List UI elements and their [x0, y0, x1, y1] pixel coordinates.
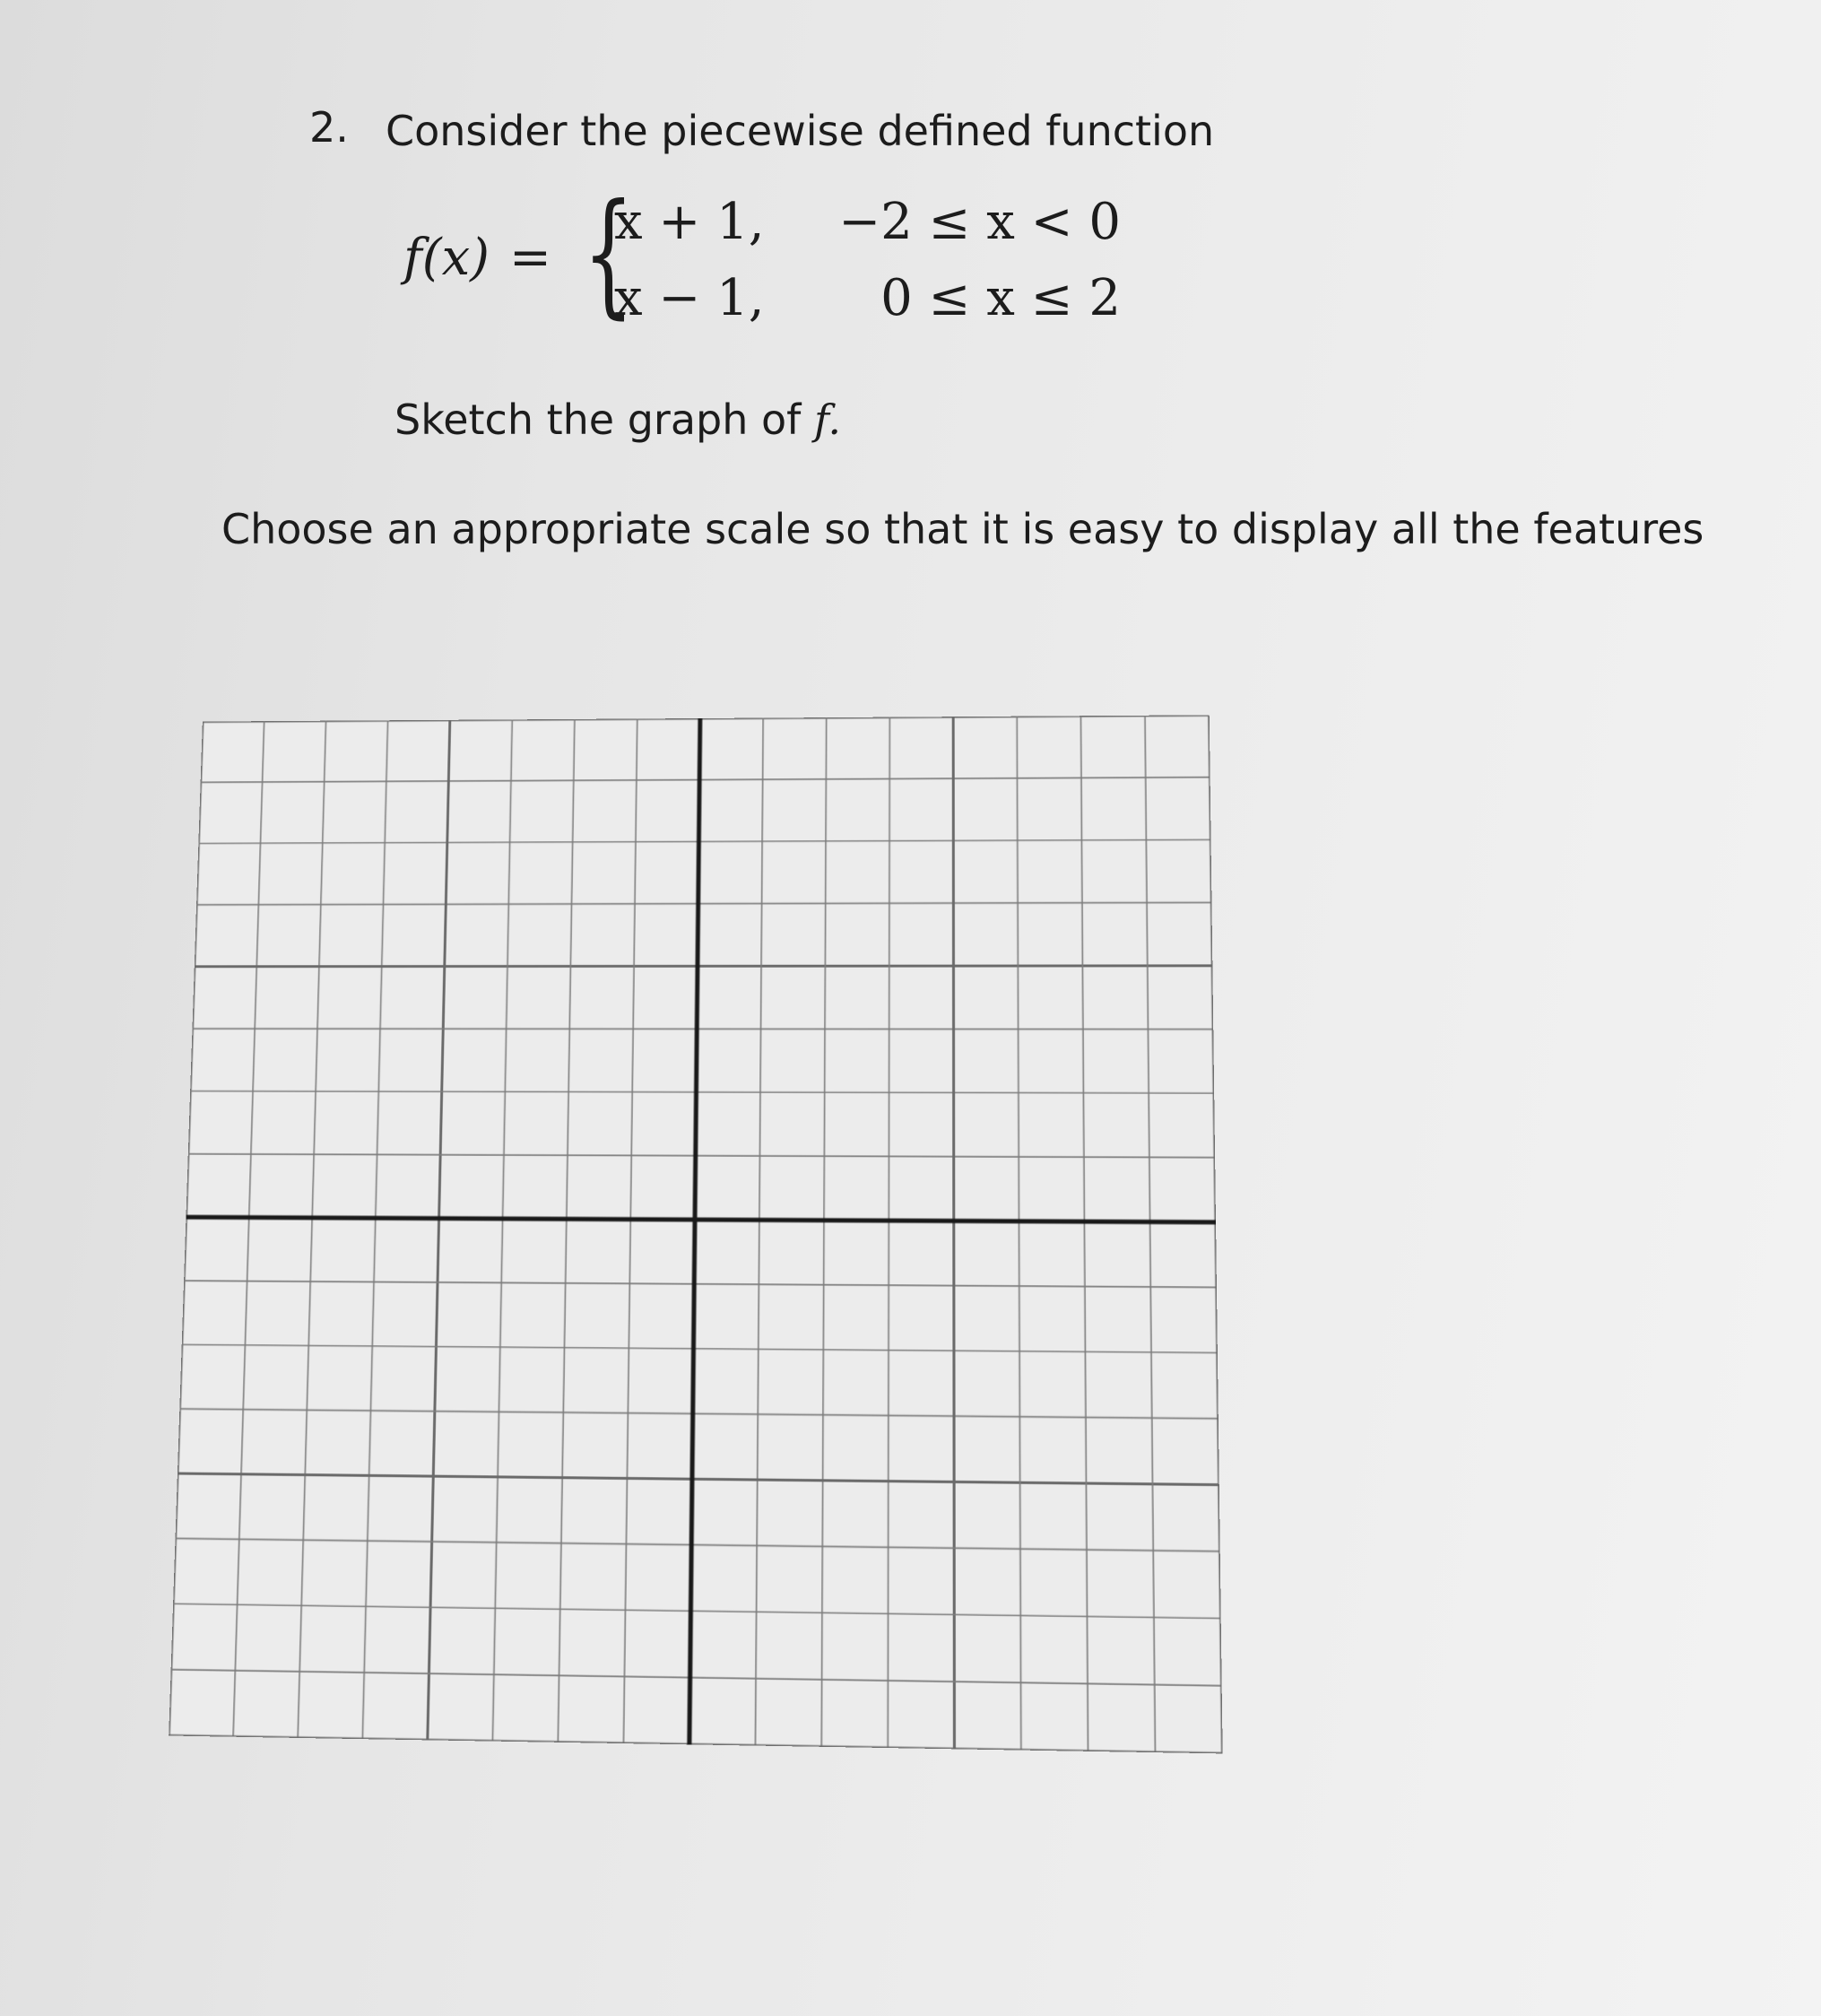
- grid-line-horizontal-major: [195, 966, 1213, 967]
- formula-lhs: [403, 229, 551, 287]
- function-name: f(x): [403, 229, 490, 287]
- grid-line-horizontal-minor: [192, 1029, 1213, 1030]
- grid-line-vertical-major: [953, 717, 954, 1749]
- problem-number: 2.: [309, 103, 349, 152]
- scale-instruction: Choose an appropriate scale so that it is easy to display all the features: [221, 505, 1704, 553]
- case-1-expression: x + 1,: [614, 193, 765, 251]
- grid-svg: [169, 715, 1222, 1753]
- sketch-instruction: [395, 393, 841, 447]
- piecewise-formula: [403, 176, 1139, 336]
- case-2-expression: x − 1,: [614, 269, 765, 327]
- case-1-condition: −2 ≤ x < 0: [838, 193, 1121, 251]
- equals-sign: =: [509, 229, 551, 287]
- case-2-condition: 0 ≤ x ≤ 2: [880, 269, 1121, 327]
- graph-paper-grid[interactable]: [169, 715, 1222, 1753]
- left-brace: {: [583, 176, 635, 332]
- sketch-text: Sketch the graph of: [395, 395, 802, 444]
- sketch-function-variable: f.: [813, 395, 841, 444]
- problem-intro: Consider the piecewise defined function: [386, 107, 1215, 155]
